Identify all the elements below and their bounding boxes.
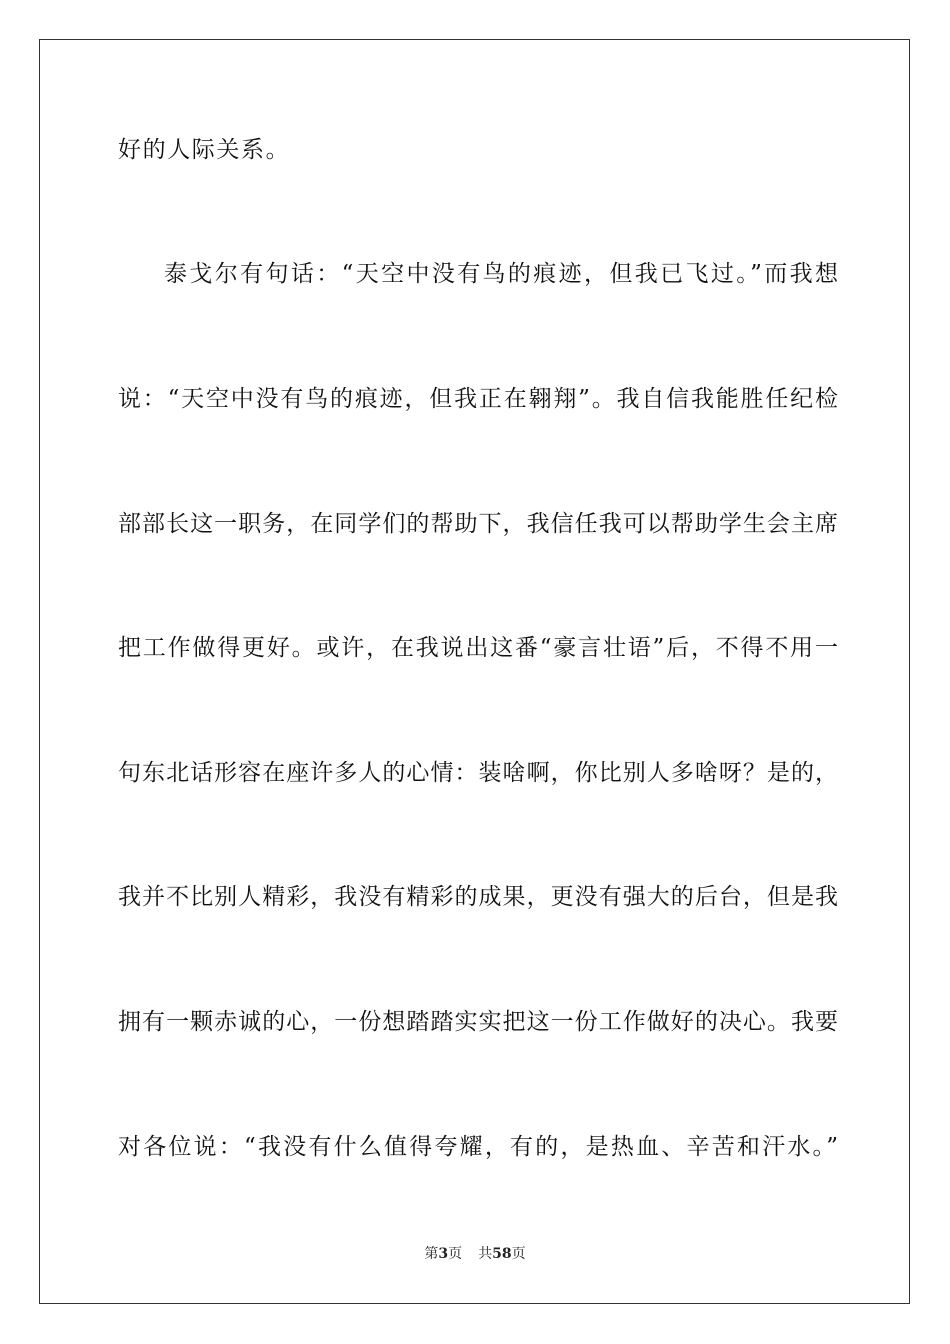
- paragraph-line-2: 泰戈尔有句话：“天空中没有鸟的痕迹，但我已飞过。”而我想: [164, 261, 838, 287]
- page-suffix: 页: [448, 1246, 463, 1262]
- page-number: 3: [438, 1246, 449, 1262]
- page-border: [39, 39, 910, 1304]
- page-prefix: 第: [424, 1246, 439, 1262]
- paragraph-line-3: 说：“天空中没有鸟的痕迹，但我正在翱翔”。我自信我能胜任纪检: [118, 386, 838, 412]
- paragraph-line-8: 拥有一颗赤诚的心，一份想踏踏实实把这一份工作做好的决心。我要: [118, 1009, 838, 1035]
- total-prefix: 共: [478, 1246, 493, 1262]
- paragraph-line-6: 句东北话形容在座许多人的心情：装啥啊，你比别人多啥呀？是的，: [118, 760, 838, 786]
- paragraph-line-5: 把工作做得更好。或许，在我说出这番“豪言壮语”后，不得不用一: [118, 635, 838, 661]
- paragraph-line-7: 我并不比别人精彩，我没有精彩的成果，更没有强大的后台，但是我: [118, 884, 838, 910]
- total-suffix: 页: [511, 1246, 526, 1262]
- paragraph-line-1: 好的人际关系。: [118, 137, 291, 163]
- paragraph-line-9: 对各位说：“我没有什么值得夸耀，有的，是热血、辛苦和汗水。”: [118, 1134, 838, 1160]
- total-pages: 58: [492, 1246, 512, 1262]
- page-footer: [0, 1244, 950, 1264]
- paragraph-line-4: 部部长这一职务，在同学们的帮助下，我信任我可以帮助学生会主席: [118, 511, 838, 537]
